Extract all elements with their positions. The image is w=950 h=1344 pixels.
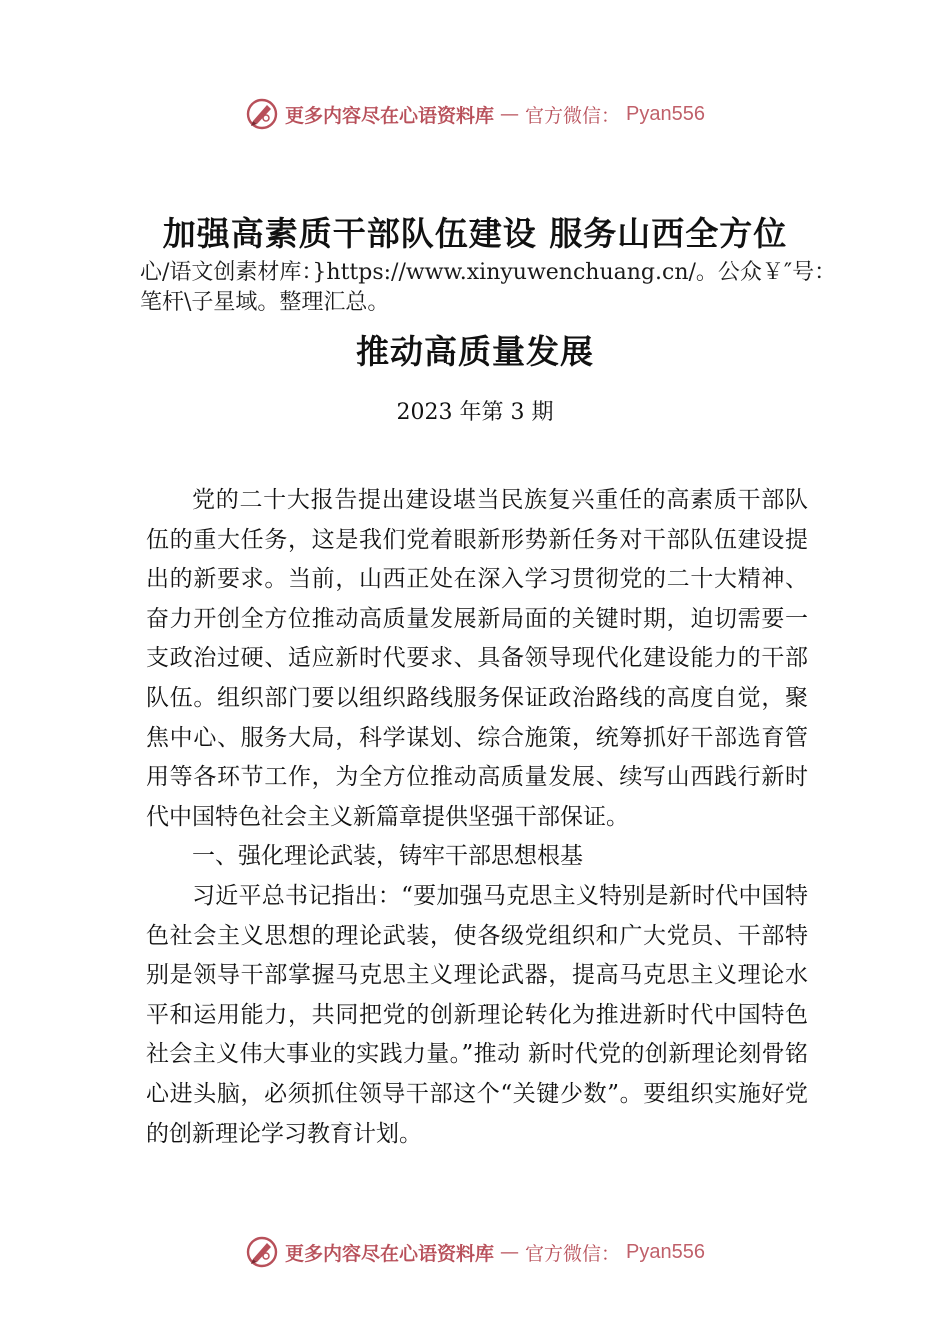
issue-number: 2023 年第 3 期 (396, 400, 554, 425)
banner-main-text: 更多内容尽在心语资料库 (285, 104, 495, 127)
banner-wechat-label: 官方微信： (525, 1242, 621, 1265)
document-title-line1: 加强高素质干部队伍建设 服务山西全方位 (162, 214, 788, 253)
section-heading: 一、强化理论武装，铸牢干部思想根基 (192, 843, 583, 870)
banner-wechat-id: Pyan556 (626, 102, 705, 125)
document-body (146, 481, 808, 1154)
banner-wechat-label: 官方微信： (525, 104, 621, 127)
banner-main-text: 更多内容尽在心语资料库 (285, 1242, 495, 1265)
document-title-line2: 推动高质量发展 (356, 332, 594, 371)
banner-wechat-id: Pyan556 (626, 1240, 705, 1263)
watermark-text: 心/语文创素材库：}https://www.xinyuwenchuang.cn/。公众￥″号：笔杆\子星域。整理汇总。 (140, 260, 837, 315)
banner-dash: — (500, 1241, 520, 1263)
banner-dash: — (500, 103, 520, 125)
header-banner (0, 94, 950, 134)
footer-banner (0, 1232, 950, 1272)
paragraph-quote: 习近平总书记指出：“要加强马克思主义特别是新时代中国特色社会主义思想的理论武装，使各级党组织和广大党员、干部特别是领导干部掌握马克思主义理论武器，提高马克思主义理论水平和运用能力，共同把党的创新理论转化为推进新时代中国特色社会主义伟大事业的实践力量。”推动 新时代党的创新理论刻骨铭心进头脑，必须抓住领导干部这个“关键少数”。要组织实施好党的创新理论学习教育计划。 (146, 882, 808, 1147)
pen-logo-icon (245, 97, 279, 131)
pen-logo-icon (245, 1235, 279, 1269)
paragraph-intro: 党的二十大报告提出建设堪当民族复兴重任的高素质干部队伍的重大任务，这是我们党着眼新形势新任务对干部队伍建设提出的新要求。当前，山西正处在深入学习贯彻党的二十大精神、奋力开创全方位推动高质量发展新局面的关键时期，迫切需要一支政治过硬、适应新时代要求、具备领导现代化建设能力的干部队伍。组织部门要以组织路线服务保证政治路线的高度自觉，聚焦中心、服务大局，科学谋划、综合施策，统筹抓好干部选育管用等各环节工作，为全方位推动高质量发展、续写山西践行新时代中国特色社会主义新篇章提供坚强干部保证。 (146, 487, 808, 830)
